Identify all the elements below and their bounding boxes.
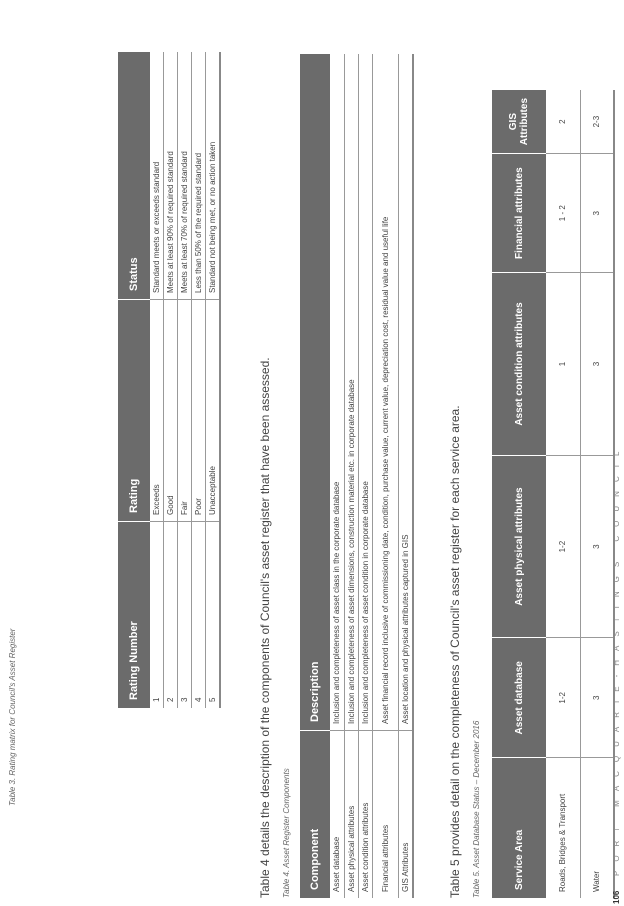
- table4-caption: Table 4. Asset Register Components: [282, 768, 291, 898]
- table5-asset-database-status: [492, 90, 615, 898]
- table3-cell: 1: [150, 522, 164, 709]
- table5-cell: 3: [580, 154, 614, 273]
- paragraph-table5-intro: Table 5 provides detail on the completeness of Council's asset register for each service area.: [448, 405, 462, 898]
- paragraph-table4-intro: Table 4 details the description of the components of Council's asset register that have been assessed.: [258, 357, 272, 898]
- table5-cell: 1-2: [546, 638, 580, 758]
- table4-cell: GIS Attributes: [398, 731, 413, 899]
- table3-cell: Standard meets or exceeds standard: [150, 52, 164, 300]
- t5-header-financial: Financial attributes: [492, 154, 546, 273]
- table5-row: [580, 90, 614, 898]
- table3-cell: Good: [164, 300, 178, 522]
- table3-row: [192, 52, 206, 708]
- table4-row: [398, 54, 413, 898]
- table4-cell: Asset condition attributes: [358, 731, 372, 899]
- table4-cell: Asset database: [330, 731, 344, 899]
- table4-row: [344, 54, 358, 898]
- table4-row: [358, 54, 372, 898]
- table3-row: [206, 52, 221, 708]
- t5-header-asset-condition: Asset condition attributes: [492, 273, 546, 456]
- table3-row: [150, 52, 164, 708]
- table3-cell: Meets at least 70% of required standard: [178, 52, 192, 300]
- t5-header-asset-physical: Asset physical attributes: [492, 455, 546, 638]
- table5-cell: 1-2: [546, 455, 580, 638]
- table5-cell: 3: [580, 273, 614, 456]
- running-footer: PORT MACQUARIE-HASTINGS COUNCIL: [612, 442, 621, 876]
- table3-row: [178, 52, 192, 708]
- t3-header-status: Status: [118, 52, 150, 300]
- table4-cell: Asset physical attributes: [344, 731, 358, 899]
- table3-cell: Exceeds: [150, 300, 164, 522]
- table5-cell: 1 - 2: [546, 154, 580, 273]
- table3-cell: Less than 50% of the required standard: [192, 52, 206, 300]
- table3-cell: 5: [206, 522, 221, 709]
- table3-cell: 2: [164, 522, 178, 709]
- t4-header-description: Description: [300, 54, 330, 731]
- table4-asset-register-components: [300, 54, 414, 898]
- table5-cell: Water: [580, 758, 614, 898]
- table4-cell: Inclusion and completeness of asset condition in corporate database: [358, 54, 372, 731]
- t3-header-rating: Rating: [118, 300, 150, 522]
- t5-header-asset-database: Asset database: [492, 638, 546, 758]
- table4-row: [372, 54, 398, 898]
- table5-cell: 3: [580, 455, 614, 638]
- t3-header-rating-number: Rating Number: [118, 522, 150, 709]
- table3-cell: Meets at least 90% of required standard: [164, 52, 178, 300]
- table5-cell: 2: [546, 90, 580, 154]
- table4-cell: Inclusion and completeness of asset class in the corporate database: [330, 54, 344, 731]
- table5-cell: 2-3: [580, 90, 614, 154]
- table5-cell: Roads, Bridges & Transport: [546, 758, 580, 898]
- table4-cell: Inclusion and completeness of asset dimensions, construction material etc. in corporate database: [344, 54, 358, 731]
- t4-header-component: Component: [300, 731, 330, 899]
- table3-cell: 3: [178, 522, 192, 709]
- t5-header-gis: GIS Attributes: [492, 90, 546, 154]
- table4-cell: Asset financial record inclusive of commissioning date, condition, purchase value, current value, depreciation cost, residual value and useful life: [372, 54, 398, 731]
- table5-row: [546, 90, 580, 898]
- table5-cell: 3: [580, 638, 614, 758]
- table3-rating-matrix: [118, 52, 221, 708]
- table5-caption: Table 5. Asset Database Status – December 2016: [472, 720, 481, 898]
- table3-cell: Fair: [178, 300, 192, 522]
- table3-cell: Unacceptable: [206, 300, 221, 522]
- table3-cell: Poor: [192, 300, 206, 522]
- table3-cell: Standard not being met, or no action taken: [206, 52, 221, 300]
- table4-cell: Asset location and physical attributes captured in GIS: [398, 54, 413, 731]
- table3-row: [164, 52, 178, 708]
- page-number: 106: [612, 890, 621, 904]
- table3-caption: Table 3. Rating matrix for Council's Asset Register: [8, 628, 17, 806]
- table5-cell: 1: [546, 273, 580, 456]
- table3-cell: 4: [192, 522, 206, 709]
- table4-cell: Financial attributes: [372, 731, 398, 899]
- t5-header-service-area: Service Area: [492, 758, 546, 898]
- table4-row: [330, 54, 344, 898]
